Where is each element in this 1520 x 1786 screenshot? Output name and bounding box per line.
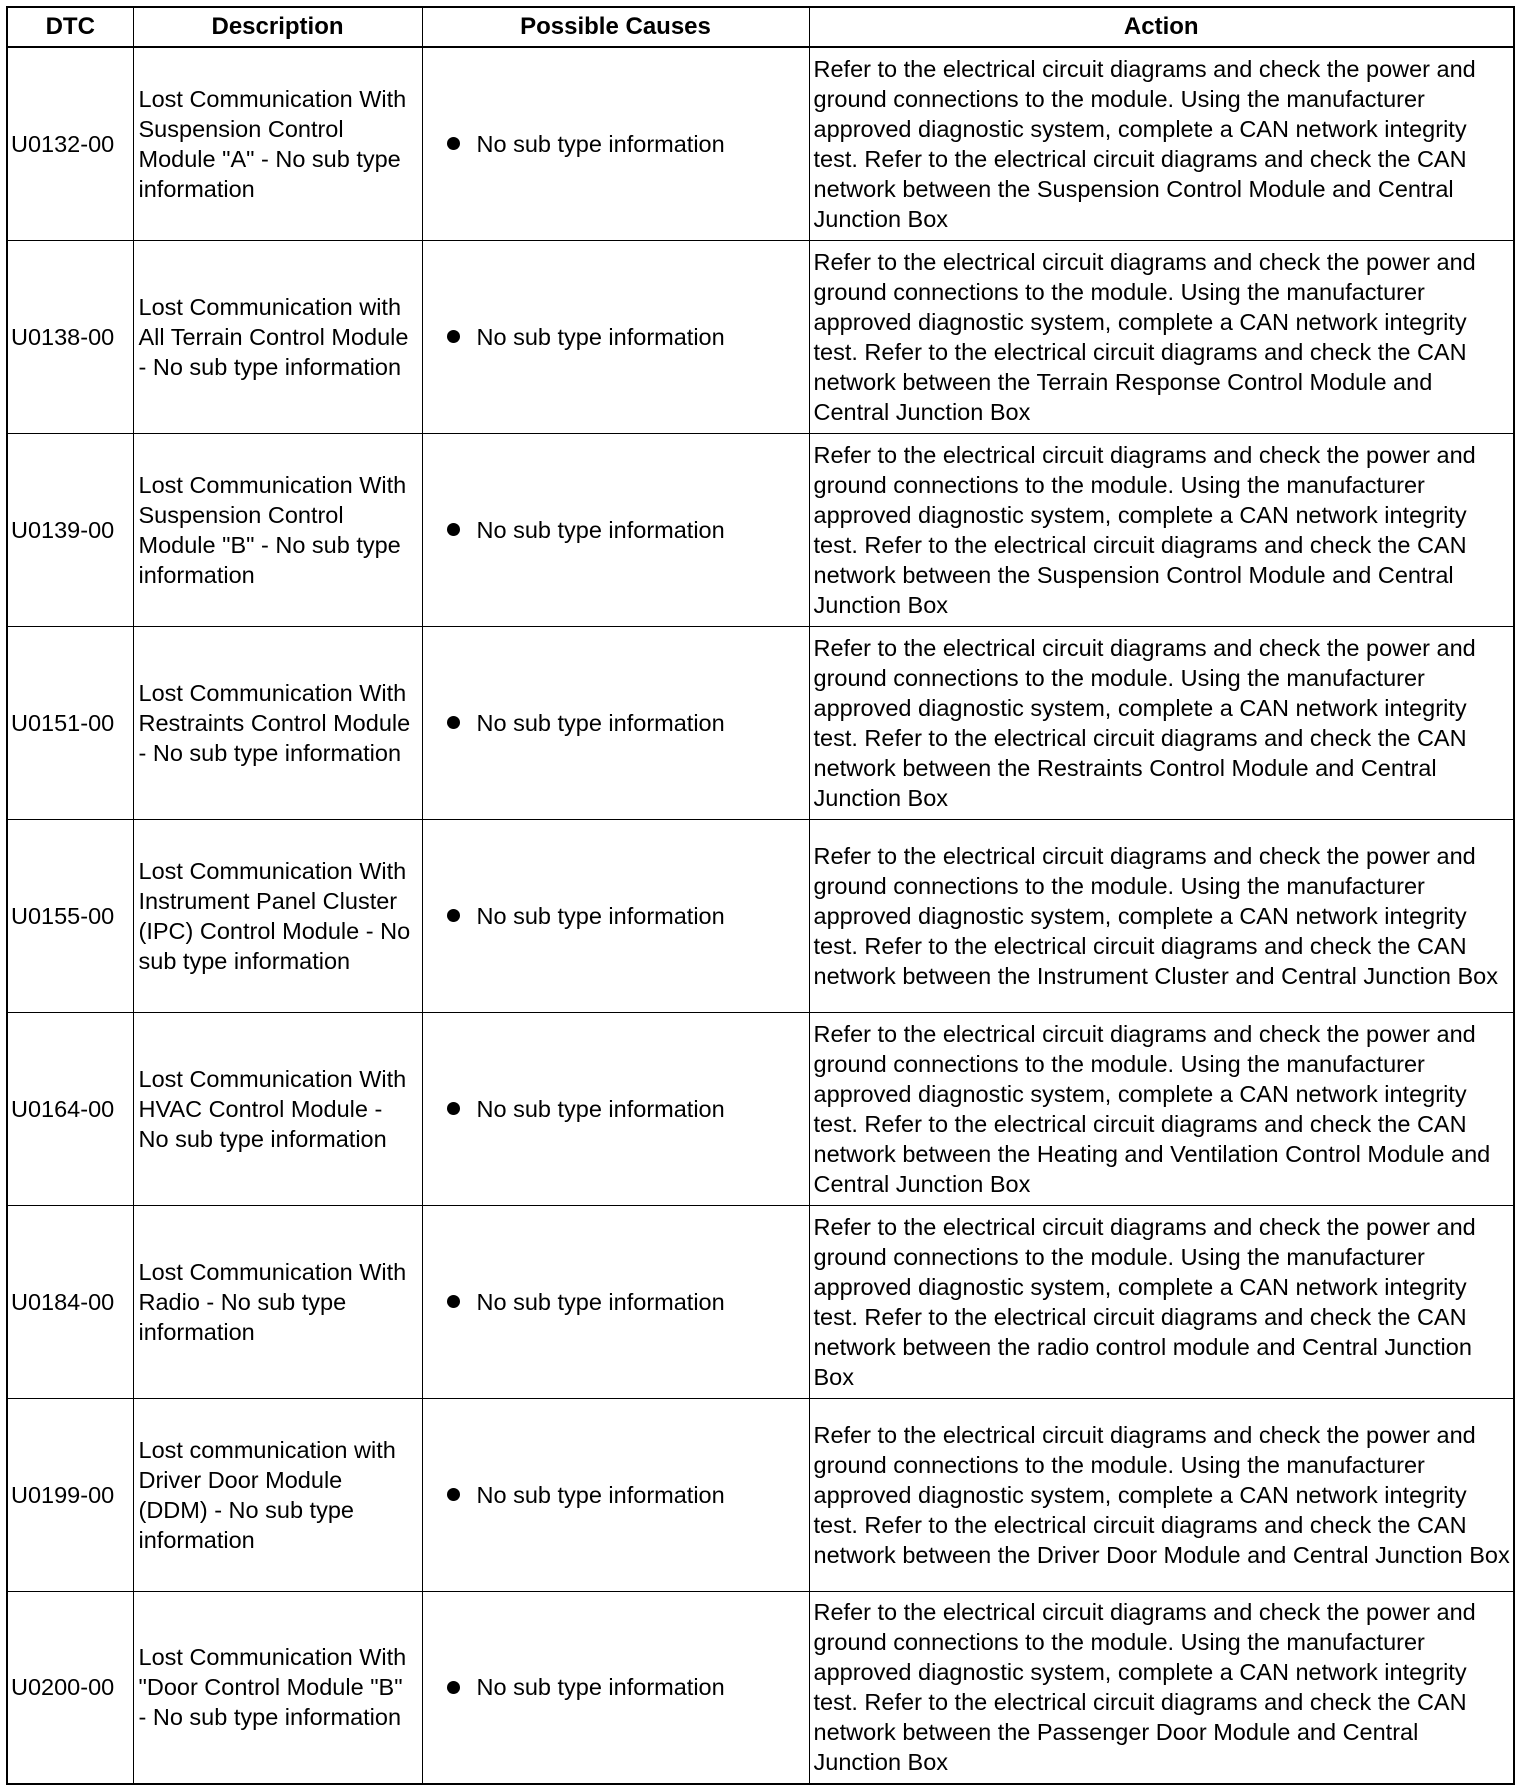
dtc-code: U0138-00 [7, 240, 133, 433]
action-cell: Refer to the electrical circuit diagrams and check the power and ground connections to the module. Using the manufacturer approved diagnostic system, complete a CAN network integrity test. Refer to the electrical circuit diagrams and check the CAN network between the Terrain Response Control Module and Central Junction Box [809, 240, 1514, 433]
dtc-code: U0184-00 [7, 1205, 133, 1398]
cause-text: No sub type information [476, 1095, 725, 1122]
description-cell: Lost Communication With Radio - No sub type information [133, 1205, 422, 1398]
action-cell: Refer to the electrical circuit diagrams and check the power and ground connections to the module. Using the manufacturer approved diagnostic system, complete a CAN network integrity test. Refer to the electrical circuit diagrams and check the CAN network between the radio control module and Central Junction Box [809, 1205, 1514, 1398]
table-row [7, 1591, 1514, 1784]
bullet-icon [447, 330, 460, 343]
action-cell: Refer to the electrical circuit diagrams and check the power and ground connections to the module. Using the manufacturer approved diagnostic system, complete a CAN network integrity test. Refer to the electrical circuit diagrams and check the CAN network between the Instrument Cluster and Central Junction Box [809, 819, 1514, 1012]
table-body [7, 47, 1514, 1784]
description-cell: Lost Communication With Instrument Panel Cluster (IPC) Control Module - No sub type information [133, 819, 422, 1012]
table-row [7, 433, 1514, 626]
dtc-code: U0132-00 [7, 47, 133, 240]
action-cell: Refer to the electrical circuit diagrams and check the power and ground connections to the module. Using the manufacturer approved diagnostic system, complete a CAN network integrity test. Refer to the electrical circuit diagrams and check the CAN network between the Suspension Control Module and Central Junction Box [809, 433, 1514, 626]
possible-causes-cell [422, 626, 809, 819]
table-header [7, 7, 1514, 47]
action-cell: Refer to the electrical circuit diagrams and check the power and ground connections to the module. Using the manufacturer approved diagnostic system, complete a CAN network integrity test. Refer to the electrical circuit diagrams and check the CAN network between the Driver Door Module and Central Junction Box [809, 1398, 1514, 1591]
action-cell: Refer to the electrical circuit diagrams and check the power and ground connections to the module. Using the manufacturer approved diagnostic system, complete a CAN network integrity test. Refer to the electrical circuit diagrams and check the CAN network between the Passenger Door Module and Central Junction Box [809, 1591, 1514, 1784]
bullet-icon [447, 1488, 460, 1501]
table-row [7, 819, 1514, 1012]
action-cell: Refer to the electrical circuit diagrams and check the power and ground connections to the module. Using the manufacturer approved diagnostic system, complete a CAN network integrity test. Refer to the electrical circuit diagrams and check the CAN network between the Suspension Control Module and Central Junction Box [809, 47, 1514, 240]
possible-causes-cell [422, 240, 809, 433]
cause-text: No sub type information [476, 709, 725, 736]
description-cell: Lost Communication With "Door Control Module "B" - No sub type information [133, 1591, 422, 1784]
table-row [7, 47, 1514, 240]
cause-text: No sub type information [476, 130, 725, 157]
description-cell: Lost communication with Driver Door Module (DDM) - No sub type information [133, 1398, 422, 1591]
header-dtc: DTC [7, 7, 133, 47]
description-cell: Lost Communication With Suspension Control Module "B" - No sub type information [133, 433, 422, 626]
dtc-table [6, 6, 1515, 1785]
table-row [7, 1205, 1514, 1398]
bullet-icon [447, 716, 460, 729]
possible-causes-cell [422, 1205, 809, 1398]
cause-text: No sub type information [476, 516, 725, 543]
dtc-code: U0155-00 [7, 819, 133, 1012]
description-cell: Lost Communication with All Terrain Control Module - No sub type information [133, 240, 422, 433]
description-cell: Lost Communication With Restraints Control Module - No sub type information [133, 626, 422, 819]
action-cell: Refer to the electrical circuit diagrams and check the power and ground connections to the module. Using the manufacturer approved diagnostic system, complete a CAN network integrity test. Refer to the electrical circuit diagrams and check the CAN network between the Heating and Ventilation Control Module and Central Junction Box [809, 1012, 1514, 1205]
cause-text: No sub type information [476, 1674, 725, 1701]
cause-text: No sub type information [476, 1481, 725, 1508]
possible-causes-cell [422, 1012, 809, 1205]
possible-causes-cell [422, 1398, 809, 1591]
cause-text: No sub type information [476, 323, 725, 350]
header-possible-causes: Possible Causes [422, 7, 809, 47]
description-cell: Lost Communication With HVAC Control Module - No sub type information [133, 1012, 422, 1205]
possible-causes-cell [422, 433, 809, 626]
dtc-code: U0200-00 [7, 1591, 133, 1784]
dtc-code: U0199-00 [7, 1398, 133, 1591]
table-row [7, 626, 1514, 819]
bullet-icon [447, 1102, 460, 1115]
header-row [7, 7, 1514, 47]
header-description: Description [133, 7, 422, 47]
header-action: Action [809, 7, 1514, 47]
dtc-code: U0151-00 [7, 626, 133, 819]
bullet-icon [447, 1295, 460, 1308]
possible-causes-cell [422, 819, 809, 1012]
bullet-icon [447, 137, 460, 150]
bullet-icon [447, 1681, 460, 1694]
cause-text: No sub type information [476, 902, 725, 929]
table-row [7, 1398, 1514, 1591]
dtc-code: U0139-00 [7, 433, 133, 626]
possible-causes-cell [422, 47, 809, 240]
table-row [7, 240, 1514, 433]
bullet-icon [447, 909, 460, 922]
action-cell: Refer to the electrical circuit diagrams and check the power and ground connections to the module. Using the manufacturer approved diagnostic system, complete a CAN network integrity test. Refer to the electrical circuit diagrams and check the CAN network between the Restraints Control Module and Central Junction Box [809, 626, 1514, 819]
description-cell: Lost Communication With Suspension Control Module "A" - No sub type information [133, 47, 422, 240]
bullet-icon [447, 523, 460, 536]
table-row [7, 1012, 1514, 1205]
dtc-code: U0164-00 [7, 1012, 133, 1205]
cause-text: No sub type information [476, 1288, 725, 1315]
possible-causes-cell [422, 1591, 809, 1784]
